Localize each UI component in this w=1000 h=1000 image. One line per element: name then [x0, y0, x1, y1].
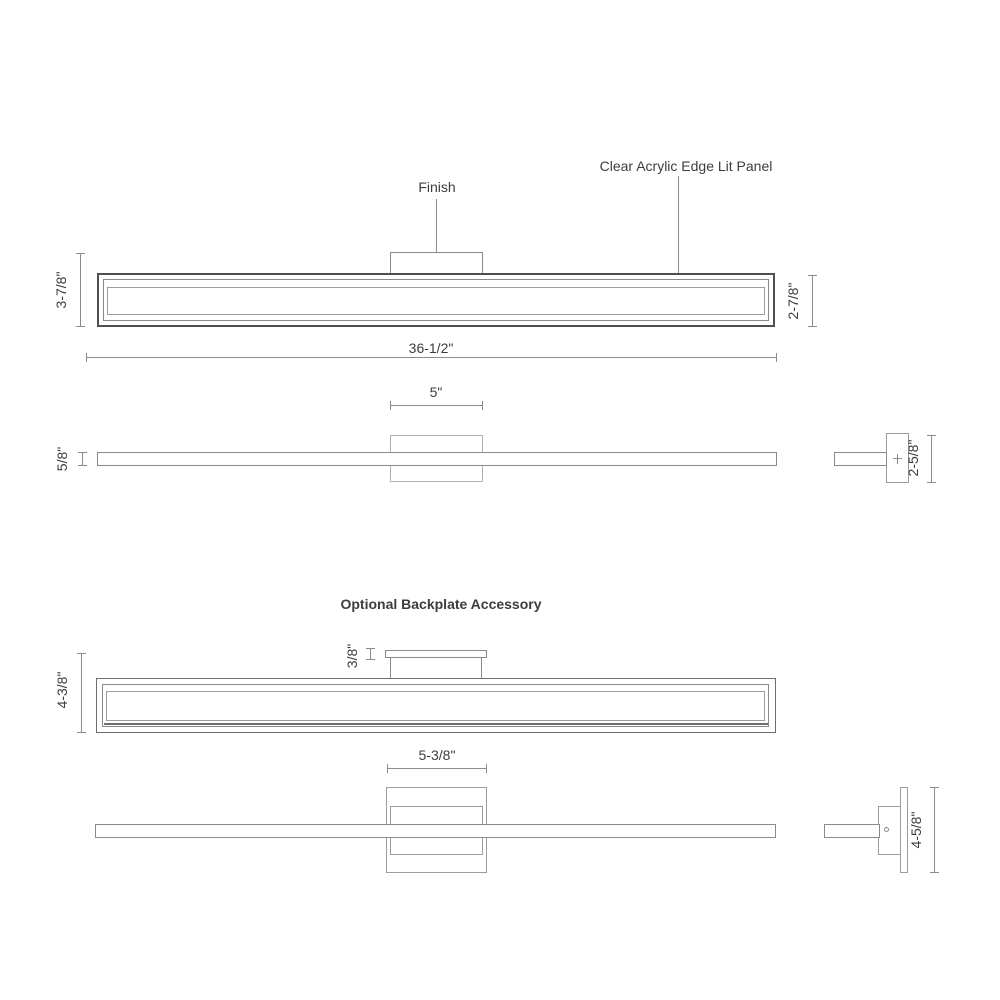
dim-tick: [930, 787, 939, 788]
dim-text-front-overall-height: 3-7/8": [53, 271, 69, 309]
dim-line-front-overall-height: [80, 253, 81, 327]
dim-tick: [76, 326, 85, 327]
dim-tick: [77, 732, 86, 733]
acrylic-panel-leader-line: [678, 176, 679, 288]
dim-tick: [927, 435, 936, 436]
main-fixture-arm-side: [834, 452, 887, 466]
backplate-fixture-bar-plan: [95, 824, 776, 838]
dim-tick: [390, 401, 391, 410]
dim-tick: [366, 659, 375, 660]
dim-text-backplate-overall-height: 4-3/8": [54, 671, 70, 709]
dim-tick: [77, 653, 86, 654]
dim-text-backplate-width: 5-3/8": [418, 747, 456, 763]
dim-text-front-width: 36-1/2": [408, 340, 454, 356]
dim-tick: [486, 764, 487, 773]
dim-line-canopy-side-height: [931, 435, 932, 483]
dim-tick: [366, 648, 375, 649]
acrylic-panel-label: Clear Acrylic Edge Lit Panel: [599, 158, 773, 174]
dim-tick: [76, 253, 85, 254]
dim-line-backplate-width: [387, 768, 487, 769]
backplate-fixture-front-acrylic-panel: [106, 691, 765, 721]
dim-text-backplate-side-height: 4-5/8": [908, 811, 924, 849]
dim-tick: [86, 353, 87, 362]
dim-line-canopy-width: [390, 405, 483, 406]
dim-tick: [387, 764, 388, 773]
main-fixture-bar-plan: [97, 452, 777, 466]
section-title: Optional Backplate Accessory: [340, 596, 542, 612]
dim-line-bar-depth: [82, 452, 83, 466]
dim-text-backplate-thickness: 3/8": [344, 643, 360, 669]
dim-text-front-body-height: 2-7/8": [785, 282, 801, 320]
dim-text-canopy-width: 5": [429, 384, 443, 400]
screw-cross-icon: [897, 454, 898, 464]
dim-tick: [78, 465, 87, 466]
dim-tick: [930, 872, 939, 873]
screw-dot-icon: [884, 827, 889, 832]
dim-tick: [78, 452, 87, 453]
fixture-bottom-edge-line: [104, 723, 768, 725]
backplate-canopy-side: [878, 806, 901, 855]
main-canopy-front: [390, 252, 483, 274]
backplate-canopy-front: [390, 657, 482, 679]
dim-line-backplate-overall-height: [81, 653, 82, 733]
dim-tick: [776, 353, 777, 362]
dim-tick: [808, 275, 817, 276]
dim-line-backplate-side-height: [934, 787, 935, 873]
dim-text-canopy-side-height: 2-5/8": [905, 439, 921, 477]
dim-tick: [808, 326, 817, 327]
backplate-side: [900, 787, 908, 873]
main-fixture-front-acrylic-panel: [107, 287, 765, 315]
dim-line-front-body-height: [812, 275, 813, 327]
dim-line-front-width: [86, 357, 777, 358]
finish-leader-line: [436, 199, 437, 257]
dim-tick: [927, 482, 936, 483]
dim-text-bar-depth: 5/8": [54, 446, 70, 472]
backplate-fixture-arm-side: [824, 824, 880, 838]
finish-label: Finish: [418, 179, 456, 195]
dim-tick: [482, 401, 483, 410]
